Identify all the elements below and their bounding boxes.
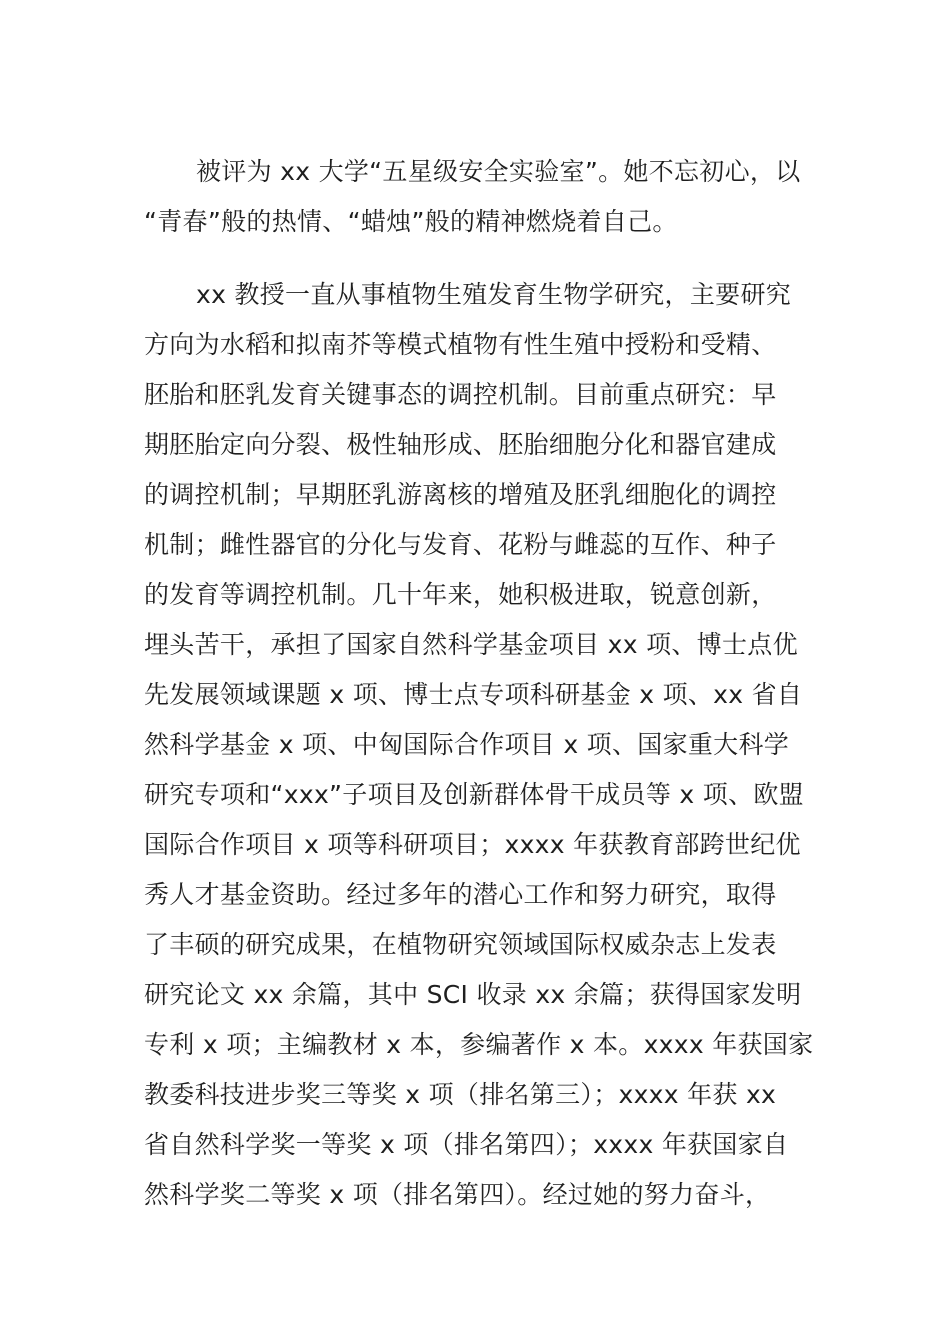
paragraph-line: 机制；雌性器官的分化与发育、花粉与雌蕊的互作、种子: [144, 530, 777, 559]
paragraph-line: 的发育等调控机制。几十年来，她积极进取，锐意创新，: [144, 580, 777, 609]
paragraph-line: 的调控机制；早期胚乳游离核的增殖及胚乳细胞化的调控: [144, 480, 777, 509]
paragraph-line: “青春”般的热情、“蜡烛”般的精神燃烧着自己。: [144, 207, 678, 236]
paragraph-line: 教委科技进步奖三等奖 x 项（排名第三）；xxxx 年获 xx: [144, 1080, 777, 1109]
paragraph-line: 省自然科学奖一等奖 x 项（排名第四）；xxxx 年获国家自: [144, 1130, 789, 1159]
paragraph-line: 了丰硕的研究成果，在植物研究领域国际权威杂志上发表: [144, 930, 777, 959]
paragraph-2: [144, 270, 814, 1220]
paragraph-line: 先发展领域课题 x 项、博士点专项科研基金 x 项、xx 省自: [144, 680, 803, 709]
paragraph-line: 埋头苦干，承担了国家自然科学基金项目 xx 项、博士点优: [144, 630, 798, 659]
paragraph-line: 期胚胎定向分裂、极性轴形成、胚胎细胞分化和器官建成: [144, 430, 777, 459]
paragraph-line: 研究论文 xx 余篇，其中 SCI 收录 xx 余篇；获得国家发明: [144, 980, 802, 1009]
paragraph-line: 方向为水稻和拟南芥等模式植物有性生殖中授粉和受精、: [144, 330, 777, 359]
paragraph-line: 胚胎和胚乳发育关键事态的调控机制。目前重点研究：早: [144, 380, 777, 409]
paragraph-line: xx 教授一直从事植物生殖发育生物学研究，主要研究: [196, 280, 792, 309]
paragraph-line: 国际合作项目 x 项等科研项目；xxxx 年获教育部跨世纪优: [144, 830, 801, 859]
paragraph-line: 然科学奖二等奖 x 项（排名第四）。经过她的努力奋斗，: [144, 1180, 771, 1209]
paragraph-line: 研究专项和“xxx”子项目及创新群体骨干成员等 x 项、欧盟: [144, 780, 804, 809]
paragraph-1: [144, 147, 814, 247]
paragraph-line: 然科学基金 x 项、中匈国际合作项目 x 项、国家重大科学: [144, 730, 790, 759]
paragraph-line: 专利 x 项；主编教材 x 本，参编著作 x 本。xxxx 年获国家: [144, 1030, 814, 1059]
paragraph-line: 被评为 xx 大学“五星级安全实验室”。她不忘初心，以: [196, 157, 801, 186]
paragraph-line: 秀人才基金资助。经过多年的潜心工作和努力研究，取得: [144, 880, 777, 909]
